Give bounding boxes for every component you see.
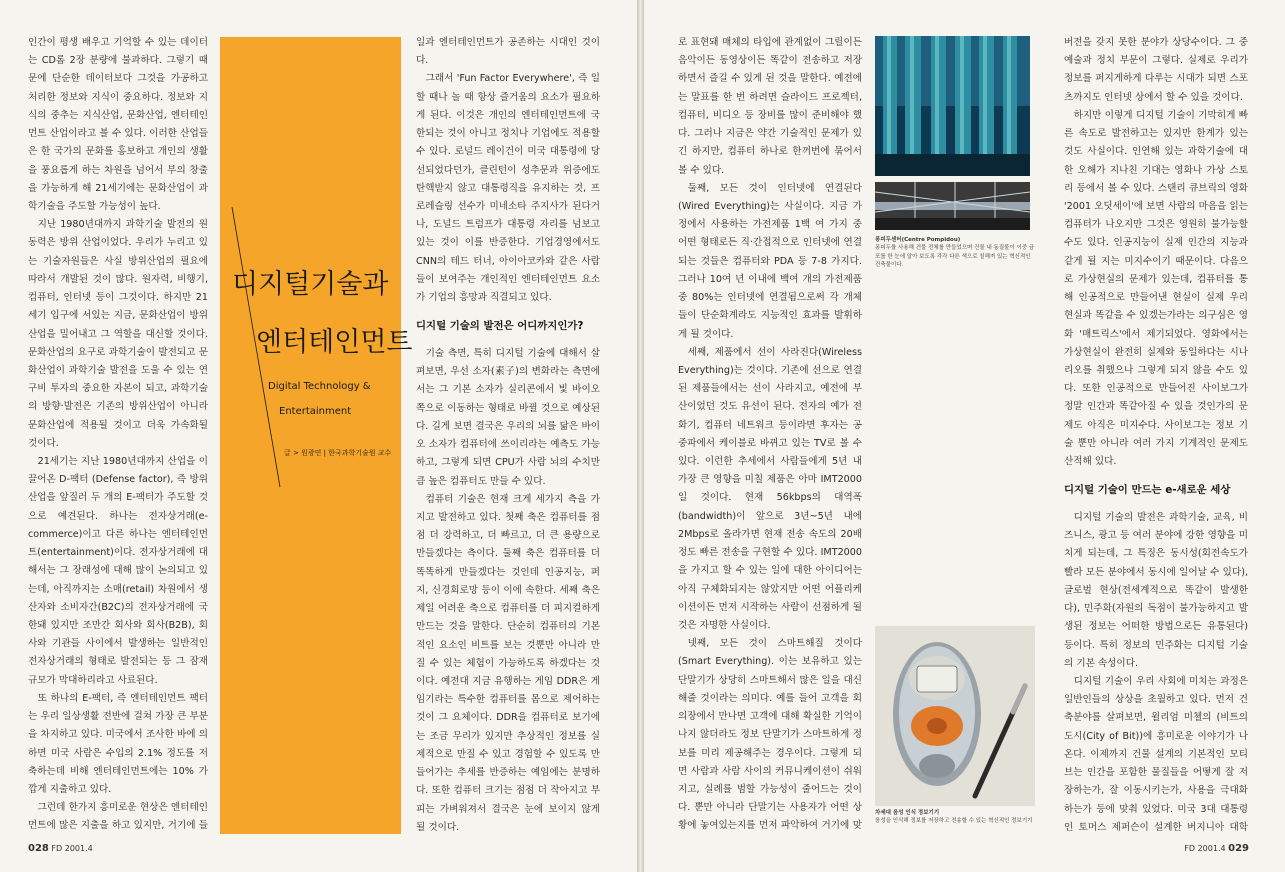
pompidou-facade-photo — [875, 182, 1030, 230]
article-title-line2: 엔터테인먼트 — [256, 327, 413, 358]
paragraph: 지난 1980년대까지 과학기술 발전의 원동력은 방위 산업이었다. 우리가 누리고 있는 기술자원들은 사실 방위산업의 필요에 따라서 개발된 것이 많다. 원자력, 비행기, 컴퓨터, 인터넷 등이 그것이다. 하지만 21세기 입구에 서있는 지금, 문화산업이 방위산업을 밀어내고 그 역할을 대신할 것이다. 문화산업의 요구로 과학기술이 발전되고 문화산업이 과학기술 발전을 도울 수 있는 연구비 투자의 중요한 자본이 되고, 과학기술의 방향·발전은 기존의 방위산업이 아니라 문화산업에 적용될 것이고 더욱 가속화될 것이다. — [28, 219, 208, 449]
page-folio-left — [28, 843, 93, 854]
paragraph: 컴퓨터 기술은 현재 크게 세가지 측을 가지고 발전하고 있다. 첫째 축은 컴퓨터를 점점 더 강력하고, 더 빠르고, 더 큰 용량으로 만들겠다는 측이다. 둘째 축은 컴퓨터를 더 똑똑하게 만들겠다는 것인데 인공지능, 퍼지, 신경회로망 등이 이에 속한다. 세째 축은 제일 어려운 축으로 컴퓨터를 더 피지컬하게 만드는 것을 말한다. 단순히 컴퓨터의 기본적인 요소인 비트를 보는 것뿐만 아니라 만질 수 있는 체험이 가능하도록 하겠다는 것이다. 예전대 지금 유행하는 게임 DDR은 게임기라는 특수한 컴퓨터를 몸으로 제어하는 것이 그 요체이다. DDR을 컴퓨터로 보기에는 조금 무리가 있지만 추상적인 정보를 실제적으로 만질 수 있고 경험할 수 있도록 만들어가는 추세를 반증하는 예임에는 분명하다. 또한 컴퓨터 크기는 점점 더 작아지고 부피는 가벼워져서 결국은 눈에 보이지 않게 될 것이다. — [416, 493, 600, 833]
page-number: 028 — [28, 843, 49, 854]
paragraph: 일과 엔터테인먼트가 공존하는 시대인 것이다. — [416, 37, 600, 67]
photo-caption-device — [875, 809, 1040, 826]
paragraph: 세째, 제품에서 선이 사라진다(Wireless Everything)는 것이다. 기존에 선으로 연결된 제품들에서는 선이 사라지고, 예전에 부산이었던 것도 유선이 된다. 전자의 예가 전화기, 컴퓨터 네트워크 등이라면 후자는 공중파에서 케이블로 바뀌고 있는 TV로 볼 수 있다. 이런한 추세에서 사람들에게 5년 내 가장 큰 영향을 미칠 제품은 아마 IMT2000일 것이다. 현재 56kbps의 대역폭(bandwidth)이 앞으로 3년~5년 내에 2Mbps로 올라가면 현재 전송 속도의 20배 정도 빠른 전송을 구현할 수 있다. IMT2000을 가지고 할 수 있는 일에 대한 아이디어는 아직 구체화되지는 않았지만 어떤 어플리케이션이든 먼저 시작하는 사람이 선점하게 될 것은 자명한 사실이다. — [678, 346, 862, 631]
paragraph: 또 하나의 E-팩터, 즉 엔터테인먼트 팩터는 우리 일상생활 전반에 걸쳐 가장 큰 부분을 차지하고 있다. 미국에서 조사한 바에 의하면 미국 사람은 수입의 2.1% 정도를 저축하는데 비해 엔터테인먼트에는 10% 가깝게 지출하고 있다. — [28, 692, 208, 795]
paragraph: 로 표현돼 매체의 타입에 관계없이 그릴이든 음악이든 동영상이든 똑같이 전송하고 저장하면서 즐길 수 있게 된 것을 말한다. 예전에는 말표를 한 번 하려면 슬라이드 프로젝터, 컴퓨터, 비디오 등 장비를 많이 준비해야 했다. 그러나 지금은 약간 기술적인 문제가 있긴 하지만, 컴퓨터 하나로 한꺼번에 묶어서 볼 수 있다. — [678, 37, 862, 176]
section-heading: 디지털 기술이 만드는 e-새로운 세상 — [1064, 484, 1231, 497]
caption-title: 퐁피두센터(Centre Pompidou) — [875, 237, 961, 243]
caption-title: 차세대 음성 인식 정보기기 — [875, 810, 940, 816]
paragraph: 디지털 기술이 우리 사회에 미치는 과정은 일반인들의 상상을 초월하고 있다. 먼저 건축분야를 살펴보면, 윌리엄 미첼의 (비트의 도시(City of Bit))에 흥미로운 이야기가 나온다. 이제까지 건물 설계의 기본적인 모티브는 인간을 포함한 물질들을 어떻게 잘 저장하는가, 잘 이동시키는가, 사용을 극대화하는가 등에 맞춰 있었다. 미국 3대 대통령인 토머스 제퍼슨이 설계한 버지니아 대학 — [1064, 675, 1248, 833]
paragraph: 하지만 이렇게 디지털 기술이 기막히게 빠른 속도로 발전하고는 있지만 한계가 있는 것도 사실이다. 인연해 있는 과학기술에 대한 오해가 지나친 기대는 영화나 가상 스토리 등에서 볼 수 있다. 스탠리 큐브릭의 영화 '2001 오딧세이'에 보면 사람의 마음을 읽는 컴퓨터가 나오지만 그것은 영원히 불가능할 수도 있다. 인공지능이 실제 인간의 지능과 같게 될 지는 미지수이기 때문이다. 다음으로 가상현실의 문제가 있는데, 컴퓨터를 통해 인공적으로 만들어낸 현실이 실제 우리 현실과 똑같을 수 있겠는가라는 의구심은 영화 '매트릭스'에서 제기되었다. 영화에서는 가상현실이 완전히 실제와 동일하다는 시나리오를 취했으나 그렇게 되지 않을 수도 있다. 또한 인공적으로 만들어진 사이보그가 정말 인간과 똑같아질 수 있을 것인가의 문제도 아직은 미지수다. 사이보그는 정보 기술 뿐만 아니라 여러 가지 기계적인 문제도 산적해 있다. — [1064, 109, 1248, 468]
title-panel — [220, 37, 401, 834]
page-number: 029 — [1228, 843, 1249, 854]
left-column-3 — [416, 34, 600, 834]
photo-caption-pompidou — [875, 236, 1035, 269]
article-subtitle-line2: Entertainment — [279, 406, 352, 417]
page-folio-right — [1184, 843, 1249, 854]
paragraph: 버전을 갖지 못한 분야가 상당수이다. 그 중 예술과 정치 부문이 그렇다. 실제로 우리가 정보를 퍼지게하게 다루는 시대가 되면 스포츠까지도 인터넷 상에서 할 수 있을 것이다. — [1064, 37, 1248, 103]
paragraph: 그런데 한가지 흥미로운 현상은 엔터테인먼트에 많은 지출을 하고 있지만, 거기에 들 — [28, 802, 208, 832]
paragraph: 디지털 기술의 발전은 과학기술, 교육, 비즈니스, 광고 등 여러 분야에 강한 영향을 미치게 되는데, 그 특징은 동시성(회전속도가 빨라 모든 분야에서 동시에 일어날 수 있다), 글로벌 현상(전세계적으로 똑같이 발생한다), 민주화(자원의 독점이 불가능하지고 발생된 정보는 어떠한 방법으로든 유통된다) 등이다. 특히 정보의 민주화는 디지털 기술의 기본 속성이다. — [1064, 512, 1248, 669]
pompidou-pipes-photo — [875, 36, 1030, 176]
left-column-1 — [28, 34, 208, 834]
right-page — [644, 0, 1285, 872]
article-title-line1: 디지털기술과 — [232, 269, 389, 300]
folio-text: FD 2001.4 — [1184, 844, 1226, 853]
caption-text: 퐁피두를 사용해 건물 전체를 만들었으며 건물 내 동질물이 이중 금포를 한 눈에 알아 보도록 각각 다른 색으로 칠해져 있는 혁신적인 건축물이다. — [875, 245, 1035, 268]
paragraph: 인간이 평생 배우고 기억할 수 있는 데이터는 CD롬 2장 분량에 불과하다. 그렇기 때문에 단순한 데이터보다 그것을 가공하고 처리한 정보와 지식이 중요하다. 정보와 지식의 중추는 지식산업, 문화산업, 엔터테인먼트 산업이라고 볼 수 있다. 이러한 산업들은 한 국가의 문화를 홍보하고 개인의 생활을 풍요롭게 하는 차원을 넘어서 부의 창출을 가능하게 해 21세기에는 문화산업이 과학기술을 주도할 가능성이 높다. — [28, 37, 208, 212]
paragraph: 둘째, 모든 것이 인터넷에 연결된다(Wired Everything)는 사실이다. 지금 가정에서 사용하는 가전제품 1백 여 가지 중 어떤 형태로든 직·간접적으로 인터넷에 연결되는 것들은 컴퓨터와 PDA 등 7-8 가지다. 그러나 10여 년 이내에 백여 개의 가전제품 중 80%는 인터넷에 연결됨으로써 각 개체들이 단순화계라도 지능적인 효과를 발휘하게 될 것이다. — [678, 182, 862, 340]
caption-text: 음성을 인식해 정보를 저장하고 전송할 수 있는 혁신적인 정보기기 — [875, 818, 1033, 825]
folio-text: FD 2001.4 — [51, 844, 93, 853]
article-subtitle-line1: Digital Technology & — [268, 381, 371, 392]
right-column-3 — [1064, 34, 1248, 834]
paragraph: 기술 측면, 특히 디지털 기술에 대해서 살펴보면, 우선 소자(素子)의 변화라는 측면에서는 그 기본 소자가 실리콘에서 빛 바이오쪽으로 이동하는 형태로 바뀔 것으로 예상된다. 길게 보면 결국은 우리의 뇌를 닮은 바이오 소자가 컴퓨터에 쓰이리라는 예측도 가능하고, 그렇게 되면 CPU가 사람 뇌의 수치만큼 높은 컴퓨터도 만들 수 있다. — [416, 348, 600, 487]
title-divider-line — [220, 37, 401, 834]
paragraph: 그래서 'Fun Factor Everywhere', 즉 일할 때나 놀 때 항상 즐거움의 요소가 필요하게 된다. 이것은 개인의 엔터테인먼트에 국한되는 것이 아니고 정치나 기업에도 적용할 수 있다. 로널드 레이건이 미국 대통령에 당선되었다던가, 클린턴이 성추문과 위증에도 탄핵받지 않고 대통령직을 유지하는 것, 프로레슬링 선수가 미네소타 주지사가 된다거나, 도널드 트럼프가 대통령 자리를 넘보고 있는 것이 이를 반증한다. 기업경영에서도 CNN의 테드 터너, 아이아코카와 같은 사람들이 보여주는 개인적인 엔터테인먼트 요소가 기업의 흥망과 직결되고 있다. — [416, 73, 600, 304]
binding-gutter — [637, 0, 644, 872]
left-page — [0, 0, 637, 872]
paragraph: 21세기는 지난 1980년대까지 산업을 이끌어온 D-팩터 (Defense factor), 즉 방위산업을 앞질러 두 개의 E-팩터가 주도할 것으로 예견된다. 하나는 전자상거래(e-commerce)이고 다른 하나는 엔터테인먼트(entertainment)이다. 전자상거래에 대해서는 그 장래성에 대해 많이 논의되고 있는데, 아직까지는 소매(retail) 차원에서 생산자와 소비자간(B2C)의 전자상거래에 국한돼 있지만 조만간 회사와 회사(B2B), 회사와 기관들 사이에서 발생하는 일반적인 전자상거래의 형태로 발전되는 등 그 잠재 규모가 막대하리라고 사료된다. — [28, 456, 208, 686]
voice-device-photo — [875, 626, 1035, 806]
paragraph: 넷째, 모든 것이 스마트해질 것이다(Smart Everything). 이는 보유하고 있는 단말기가 상당히 스마트해서 많은 일을 대신 해줄 것이라는 의미다. 예를 들어 고객을 회의장에서 만나면 고객에 대해 확실한 기억이 나지 않더라도 정보 단말기가 스마트하게 정보를 미리 제공해주는 경우이다. 그렇게 되면 사람과 사람 사이의 커뮤니케이션이 쉬워지고, 실례를 범할 가능성이 줄어드는 것이다. 뿐만 아니라 단말기는 사용자가 어떤 상황에 놓여있는지를 먼저 파악하여 거기에 맞 — [678, 638, 862, 832]
right-column-1 — [678, 34, 862, 834]
byline: 글 > 원광연 | 한국과학기술원 교수 — [284, 449, 392, 457]
section-heading: 디지털 기술의 발전은 어디까지인가? — [416, 320, 584, 333]
